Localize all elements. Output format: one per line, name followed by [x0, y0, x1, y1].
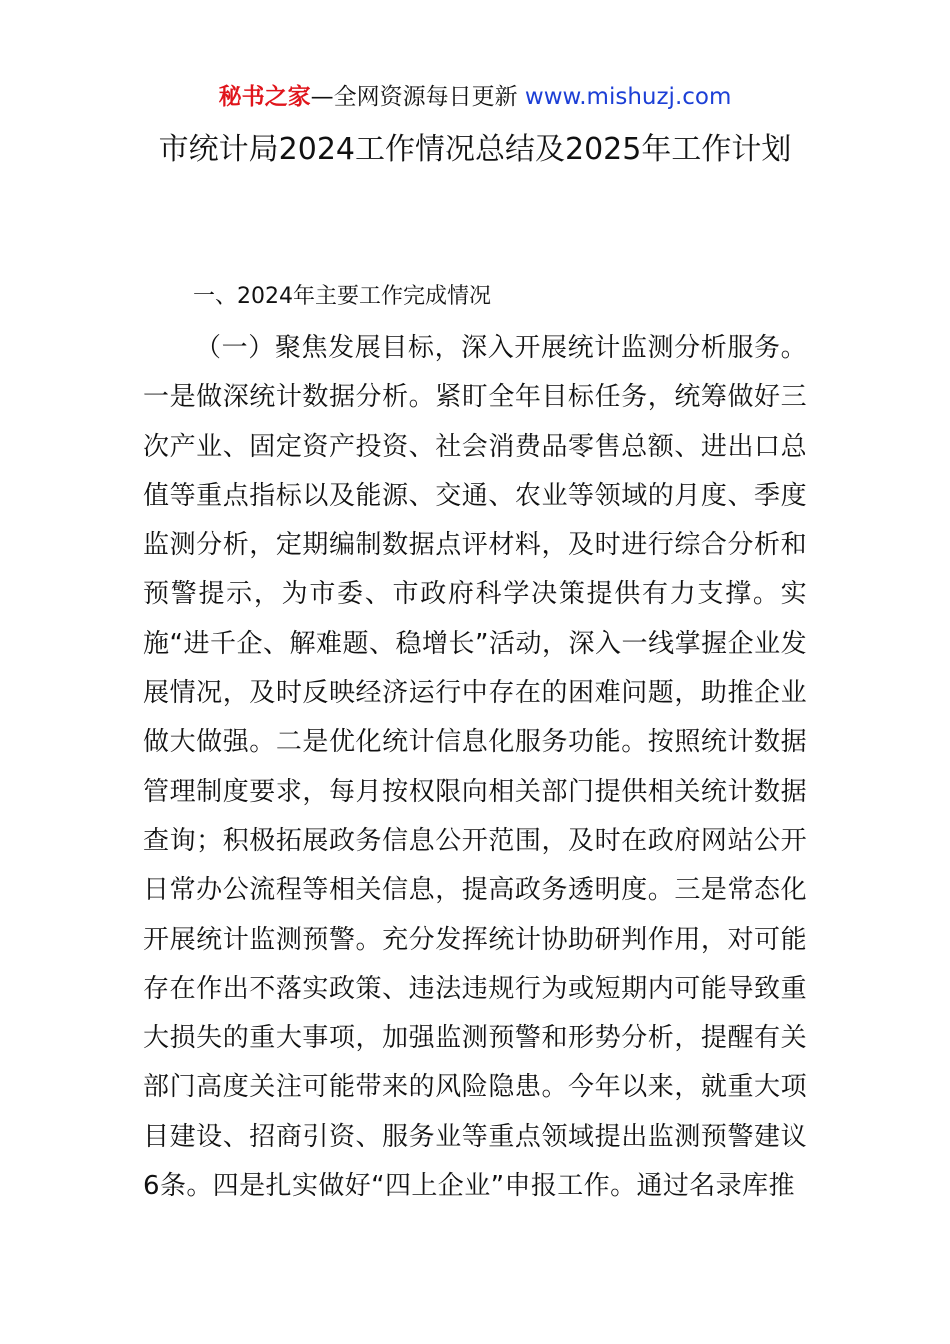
section-heading: 一、2024年主要工作完成情况	[193, 284, 491, 309]
header-tagline: —全网资源每日更新	[310, 84, 518, 110]
document-title: 市统计局2024工作情况总结及2025年工作计划	[158, 132, 792, 167]
body-paragraph: （一）聚焦发展目标，深入开展统计监测分析服务。一是做深统计数据分析。紧盯全年目标任务，统筹做好三次产业、固定资产投资、社会消费品零售总额、进出口总值等重点指标以及能源、交通、农业等领域的月度、季度监测分析，定期编制数据点评材料，及时进行综合分析和预警提示，为市委、市政府科学决策提供有力支撑。实施“进千企、解难题、稳增长”活动，深入一线掌握企业发展情况，及时反映经济运行中存在的困难问题，助推企业做大做强。二是优化统计信息化服务功能。按照统计数据管理制度要求，每月按权限向相关部门提供相关统计数据查询；积极拓展政务信息公开范围，及时在政府网站公开日常办公流程等相关信息，提高政务透明度。三是常态化开展统计监测预警。充分发挥统计协助研判作用，对可能存在作出不落实政策、违法违规行为或短期内可能导致重大损失的重大事项，加强监测预警和形势分析，提醒有关部门高度关注可能带来的风险隐患。今年以来，就重大项目建设、招商引资、服务业等重点领域提出监测预警建议6条。四是扎实做好“四上企业”申报工作。通过名录库推	[143, 333, 807, 1202]
site-url-link[interactable]: www.mishuzj.com	[524, 84, 732, 110]
site-header	[0, 80, 950, 114]
brand-name: 秘书之家	[218, 84, 311, 110]
